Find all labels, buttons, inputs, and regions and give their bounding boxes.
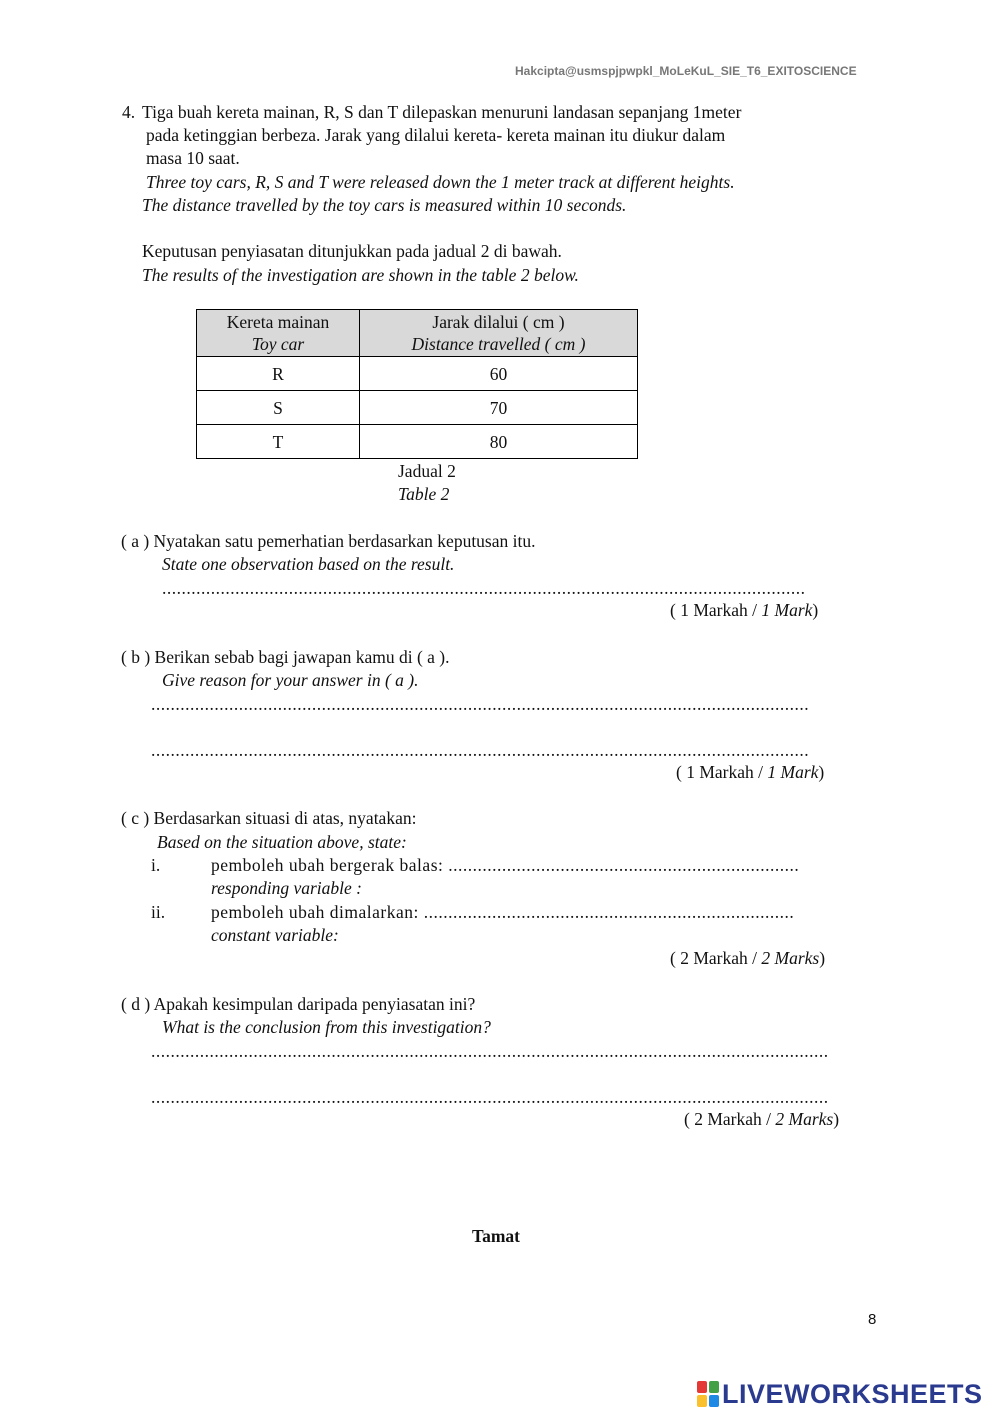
cell-distance: 70 [360, 391, 638, 425]
part-d-answer-line-1[interactable]: ........................................................................................................................................... [151, 1041, 829, 1061]
part-d-english: What is the conclusion from this investigation? [162, 1017, 491, 1037]
marks-label-en: 2 Marks [761, 948, 820, 968]
marks-close: ) [819, 948, 826, 968]
marks-label: ( 2 Markah / [670, 948, 762, 968]
part-b-marks [676, 761, 824, 783]
part-c-item-ii-number: ii. [151, 902, 166, 922]
liveworksheets-logo-icon [697, 1381, 719, 1407]
table-caption-en: Table 2 [398, 484, 450, 504]
table-row [197, 357, 638, 391]
table-header-row [197, 310, 638, 357]
question-english-line-1: Three toy cars, R, S and T were released down the 1 meter track at different heights. [146, 172, 735, 192]
part-a-marks [670, 599, 818, 621]
header-distance-ms: Jarak dilalui ( cm ) [432, 312, 565, 332]
part-b-question: ( b ) Berikan sebab bagi jawapan kamu di ( a ). [121, 647, 450, 667]
part-b-answer-line-1[interactable]: ....................................................................................................................................... [151, 694, 810, 714]
question-english-line-2: The distance travelled by the toy cars is measured within 10 seconds. [142, 195, 627, 215]
table-caption-ms: Jadual 2 [398, 461, 456, 481]
cell-car: T [197, 425, 360, 459]
header-toy-car-en: Toy car [251, 334, 305, 354]
page-number: 8 [868, 1311, 877, 1328]
table-row [197, 391, 638, 425]
liveworksheets-logo[interactable] [697, 1378, 983, 1410]
table-row [197, 425, 638, 459]
marks-label-en: 1 Mark [761, 600, 813, 620]
results-intro-ms: Keputusan penyiasatan ditunjukkan pada jadual 2 di bawah. [142, 241, 562, 261]
cell-car: R [197, 357, 360, 391]
part-c-marks [670, 947, 825, 969]
part-c-item-i-english: responding variable : [211, 878, 362, 898]
marks-label: ( 1 Markah / [676, 762, 768, 782]
table-header-toy-car [197, 310, 360, 357]
results-intro-en: The results of the investigation are shown in the table 2 below. [142, 265, 579, 285]
part-c-english: Based on the situation above, state: [157, 832, 407, 852]
cell-distance: 80 [360, 425, 638, 459]
header-toy-car-ms: Kereta mainan [226, 312, 330, 332]
header-distance-en: Distance travelled ( cm ) [411, 334, 586, 354]
cell-distance: 60 [360, 357, 638, 391]
copyright-header: Hakcipta@usmspjpwpkl_MoLeKuL_SIE_T6_EXITOSCIENCE [515, 64, 857, 78]
marks-close: ) [833, 1109, 840, 1129]
part-c-constant-variable-line[interactable]: pemboleh ubah dimalarkan: ............................................................................ [211, 902, 795, 922]
part-c-responding-variable-line[interactable]: pemboleh ubah bergerak balas: ........................................................................ [211, 855, 800, 875]
part-a-english: State one observation based on the result. [162, 554, 455, 574]
part-c-question: ( c ) Berdasarkan situasi di atas, nyatakan: [121, 808, 417, 828]
part-d-answer-line-2[interactable]: ........................................................................................................................................... [151, 1087, 829, 1107]
marks-label: ( 1 Markah / [670, 600, 762, 620]
marks-close: ) [812, 600, 819, 620]
question-number: 4. [122, 102, 136, 122]
question-text-line-1: Tiga buah kereta mainan, R, S dan T dilepaskan menuruni landasan sepanjang 1meter [142, 102, 742, 122]
end-label: Tamat [472, 1226, 520, 1246]
marks-label-en: 1 Mark [767, 762, 819, 782]
part-c-item-i-number: i. [151, 855, 161, 875]
part-d-question: ( d ) Apakah kesimpulan daripada penyiasatan ini? [121, 994, 476, 1014]
marks-label: ( 2 Markah / [684, 1109, 776, 1129]
part-a-question: ( a ) Nyatakan satu pemerhatian berdasarkan keputusan itu. [121, 531, 536, 551]
marks-close: ) [818, 762, 825, 782]
question-text-line-3: masa 10 saat. [146, 148, 240, 168]
part-b-answer-line-2[interactable]: ....................................................................................................................................... [151, 740, 810, 760]
question-text-line-2: pada ketinggian berbeza. Jarak yang dilalui kereta- kereta mainan itu diukur dalam [146, 125, 726, 145]
results-table [196, 309, 638, 459]
liveworksheets-brand: LIVEWORKSHEETS [722, 1378, 983, 1409]
part-b-english: Give reason for your answer in ( a ). [162, 670, 419, 690]
cell-car: S [197, 391, 360, 425]
marks-label-en: 2 Marks [775, 1109, 834, 1129]
part-a-answer-line[interactable]: .................................................................................................................................... [162, 578, 806, 598]
part-d-marks [684, 1108, 839, 1130]
table-header-distance [360, 310, 638, 357]
part-c-item-ii-english: constant variable: [211, 925, 339, 945]
